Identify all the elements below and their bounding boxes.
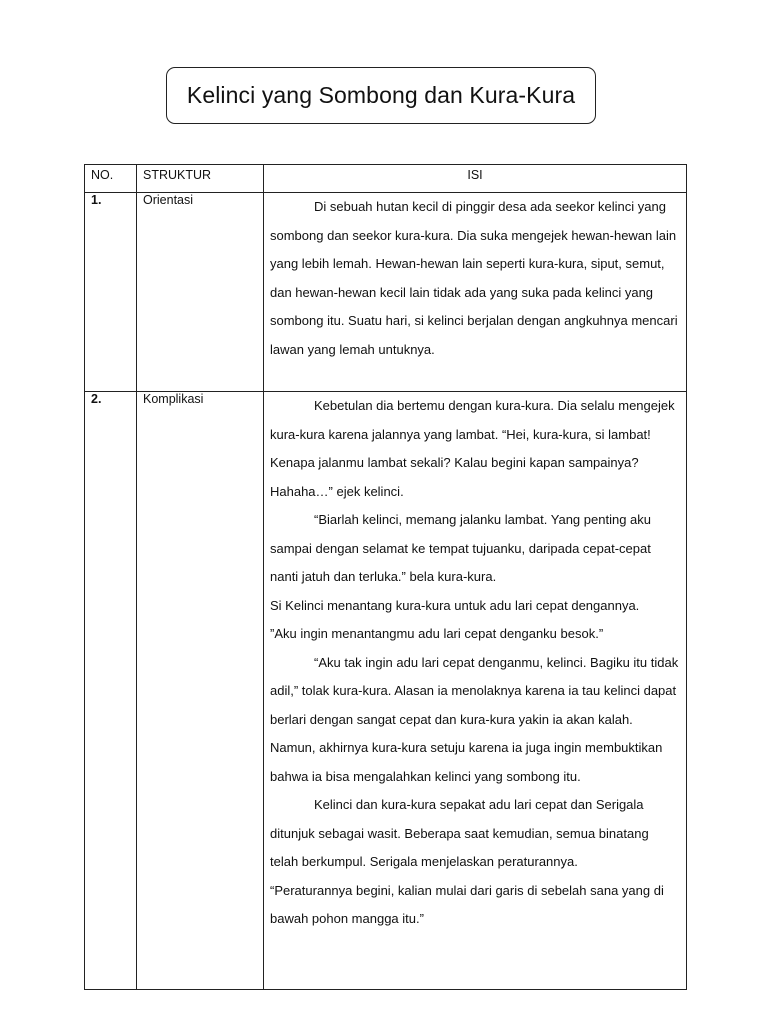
row-number: 1. (85, 193, 137, 392)
content-paragraph: Kelinci dan kura-kura sepakat adu lari cepat dan Serigala ditunjuk sebagai wasit. Beberapa saat kemudian, semua binatang telah berkumpul. Serigala menjelaskan peraturannya. (270, 797, 649, 869)
table-row (85, 392, 687, 990)
row-content (264, 392, 687, 990)
row-structure: Orientasi (137, 193, 264, 392)
content-paragraph: Kebetulan dia bertemu dengan kura-kura. Dia selalu mengejek kura-kura karena jalannya yang lambat. “Hei, kura-kura, si lambat! Kenapa jalanmu lambat sekali? Kalau begini kapan sampainya? Hahaha…” ejek kelinci. (270, 398, 675, 499)
row-number: 2. (85, 392, 137, 990)
structure-table (84, 164, 687, 990)
content-paragraph: Si Kelinci menantang kura-kura untuk adu lari cepat dengannya. (270, 597, 640, 613)
header-struktur: STRUKTUR (137, 165, 264, 193)
content-paragraph: “Peraturannya begini, kalian mulai dari garis di sebelah sana yang di bawah pohon mangga itu.” (270, 882, 664, 926)
row-structure: Komplikasi (137, 392, 264, 990)
table-header-row (85, 165, 687, 193)
table-row (85, 193, 687, 392)
header-no: NO. (85, 165, 137, 193)
row-content (264, 193, 687, 392)
content-paragraph: ”Aku ingin menantangmu adu lari cepat denganku besok.” (270, 626, 604, 641)
document-title: Kelinci yang Sombong dan Kura-Kura (166, 67, 596, 124)
content-paragraph: “Aku tak ingin adu lari cepat denganmu, kelinci. Bagiku itu tidak adil,” tolak kura-kura. Alasan ia menolaknya karena ia tau kelinci dapat berlari dengan sangat cepat dan kura-kura yakin ia akan kalah. Namun, akhirnya kura-kura setuju karena ia juga ingin membuktikan bahwa ia bisa mengalahkan kelinci yang sombong itu. (270, 654, 679, 784)
content-paragraph: “Biarlah kelinci, memang jalanku lambat. Yang penting aku sampai dengan selamat ke tempat tujuanku, daripada cepat-cepat nanti jatuh dan terluka.” bela kura-kura. (270, 512, 651, 584)
content-paragraph: Di sebuah hutan kecil di pinggir desa ada seekor kelinci yang sombong dan seekor kura-kura. Dia suka mengejek hewan-hewan lain yang lebih lemah. Hewan-hewan lain seperti kura-kura, siput, semut, dan hewan-hewan kecil lain tidak ada yang suka pada kelinci yang sombong itu. Suatu hari, si kelinci berjalan dengan angkuhnya mencari lawan yang lemah untuknya. (270, 199, 678, 357)
header-isi: ISI (264, 165, 687, 193)
